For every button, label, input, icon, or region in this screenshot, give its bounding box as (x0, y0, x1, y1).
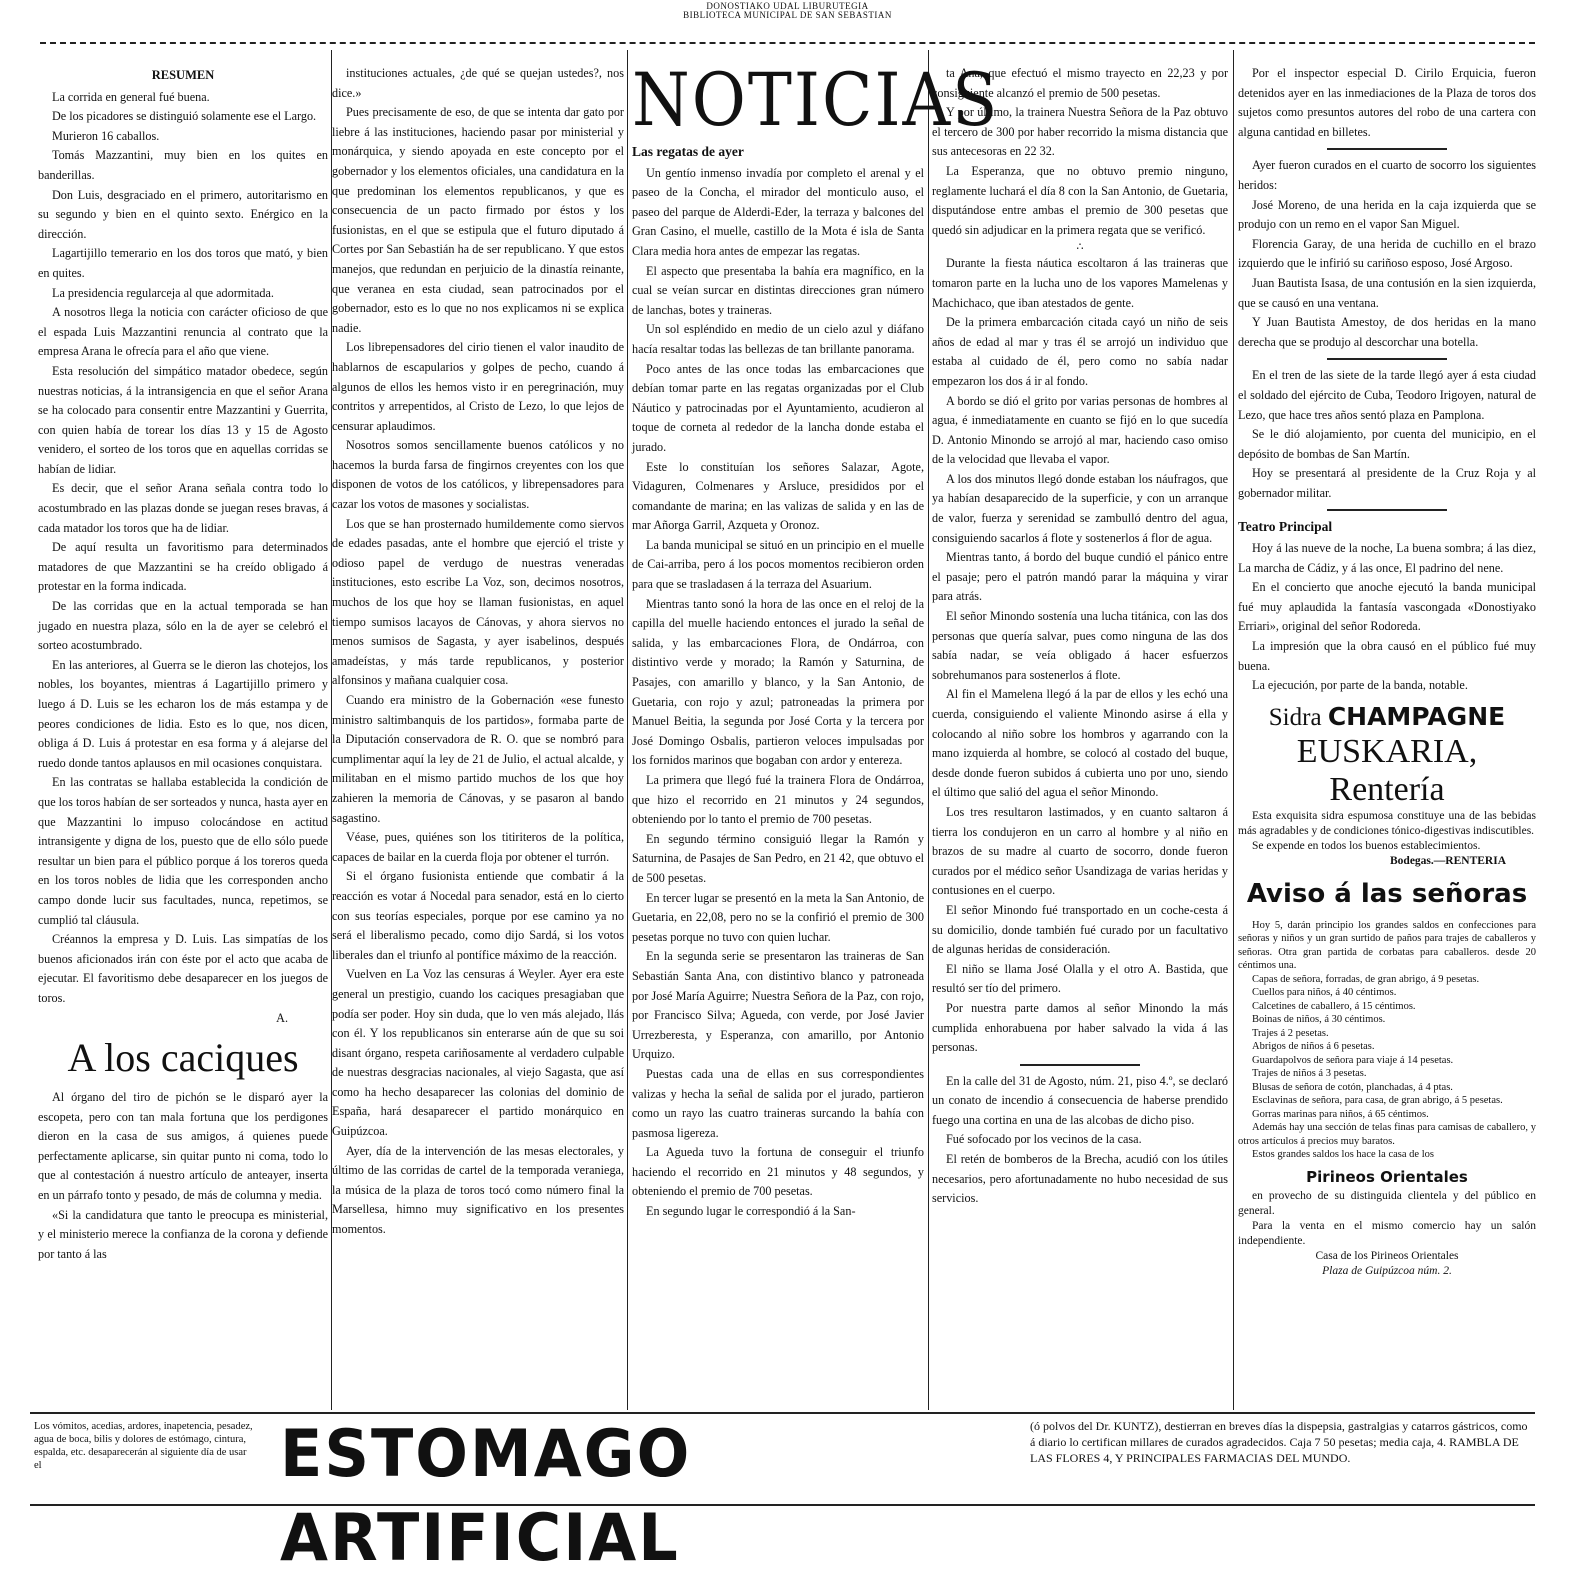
paragraph: Ayer, día de la intervención de las mesas electorales, y último de las corridas de cartel de la temporada veraniega, la música de la plaza de toros tocó como número final la Marsellesa, himno muy significativo en los presentes momentos. (332, 1143, 624, 1237)
ad-list-item: Capas de señora, forradas, de gran abrigo, á 9 pesetas. (1252, 973, 1480, 985)
paragraph: La corrida en general fué buena. (52, 89, 210, 104)
paragraph: Juan Bautista Isasa, de una contusión en la sien izquierda, que se causó en una ventana. (1238, 275, 1536, 310)
euskaria-brand: EUSKARIA, Rentería (1296, 732, 1478, 808)
teatro-text (1238, 539, 1536, 696)
library-stamp (0, 2, 1575, 20)
ad-list-item: Trajes á 2 pesetas. (1252, 1027, 1329, 1039)
ad-list-item: Trajes de niños á 3 pesetas. (1252, 1068, 1367, 1080)
paragraph: Y por último, la trainera Nuestra Señora de la Paz obtuvo el tercero de 300 por haber recorrido la misma distancia que sus antecesoras en 22 32. (932, 105, 1228, 159)
sidra-word: Sidra (1268, 703, 1322, 731)
ad-list-item: Gorras marinas para niños, á 65 céntimos. (1252, 1108, 1429, 1120)
paragraph: La presidencia regularceja al que adormitada. (52, 285, 274, 300)
ad-list-item: Blusas de señora de cotón, planchadas, á 4 ptas. (1252, 1081, 1453, 1093)
paragraph: Los tres resultaron lastimados, y en cuanto saltaron á tierra los condujeron en un carro al hombre y al niño en brazos de su madre al cuarto de socorro, donde fueron curados por el médico señor Usandizaga de varias heridas y contusiones en el cuerpo. (932, 804, 1228, 898)
column-3 (632, 58, 1000, 1409)
ad-list-item: Además hay una sección de telas finas para camisas de caballero, y otros artículos á precios muy baratos. (1238, 1122, 1536, 1147)
paragraph: En las contratas se hallaba establecida la condición de que los toros habían de ser sorteados y nunca, hasta ayer en que Mazzantini lo impuso colocándose en actitud intransigente y digna de los, puesto que de ello sólo puede resultar un bien para el público porque á los toreros queda en los toros nobles de lidia que les corresponden ancho campo donde lucir sus facultades, nunca, repetimos, se cumplió tal cláusula. (38, 775, 328, 927)
caciques-title: A los caciques (67, 1035, 299, 1081)
sidra-ad-text-2: Se expende en todos los buenos establecimientos. (1252, 839, 1481, 852)
paragraph: En la segunda serie se presentaron las traineras de San Sebastián Santa Ana, con distintivo blanco y patroneada por José María Aguirre; Nuestra Señora de la Paz, con rojo, por Francisco Silva; Agueda, con verde, por José Javier Urrezberesta, y Esperanza, con amarillo, por Antonio Urquizo. (632, 949, 924, 1062)
ad-left-text: Los vómitos, acedias, ardores, inapetencia, pesadez, agua de boca, bilis y dolores de estómago, cintura, espalda, etc. desaparecerán al siguiente día de usar el (34, 1421, 253, 1471)
column-4 (932, 64, 1228, 1409)
paragraph: Este lo constituían los señores Salazar, Agote, Vidaguren, Colmenares y Arsluce, presididos por el comandante de marina; en las valizas de salida y en las de mar Añorga Garril, Azqueta y Oronoz. (632, 459, 924, 533)
regatas-continued (932, 64, 1228, 240)
paragraph: La Esperanza, que no obtuvo premio ninguno, reglamente luchará el día 8 con la San Antonio, de Guetaria, disputándose entre ambas el premio de 300 pesetas que quedó sin adjudicar en la primera regata que se verificó. (932, 163, 1228, 237)
ad-right-text: (ó polvos del Dr. KUNTZ), destierran en breves días la dispepsia, gastralgias y catarros gástricos, como á diario lo certifican millares de curados agradecidos. Caja 7 50 pesetas; media caja, 4. RAMBLA DE LAS FLORES 4, Y PRINCIPALES FARMACIAS DEL MUNDO. (1030, 1419, 1528, 1465)
paragraph: Los librepensadores del cirio tienen el valor inaudito de hablarnos de escapularios y golpes de pecho, cuando á algunos de ellos les hemos visto ir en peregrinación, muy contritos y arrepentidos, al Cristo de Lezo, lo que lejos de censurar aplaudimos. (332, 340, 624, 433)
regatas-subhead: Las regatas de ayer (632, 144, 744, 159)
ad-headline: ESTOMAGO ARTIFICIAL (280, 1415, 692, 1576)
paragraph: Cuando era ministro de la Gobernación «ese funesto ministro saltimbanquis de los partidos», formaba parte de la Diputación conservadora de R. O. que se nombró para cumplimentar aquí la ley de 21 de Julio, el actual alcalde, y militaban en el mismo partido muchos de los que hoy zahieren la memoria de Cánovas, y se pasaron al bando sagastino. (332, 693, 624, 825)
paragraph: En segundo lugar le correspondió á la San- (646, 1204, 856, 1219)
paragraph: Don Luis, desgraciado en el primero, autoritarismo en su segundo y bien en el quinto sexto. Enérgico en la dirección. (38, 187, 328, 241)
paragraph: Hoy se presentará al presidente de la Cruz Roja y al gobernador militar. (1238, 466, 1536, 500)
paragraph: Mientras tanto, á bordo del buque cundió el pánico entre el pasaje; pero el patrón mandó parar la máquina y virar para atrás. (932, 550, 1228, 604)
paragraph: Se le dió alojamiento, por cuenta del municipio, en el depósito de bombas de San Martín. (1238, 427, 1536, 461)
paragraph: Véase, pues, quiénes son los titiriteros de la política, capaces de bailar en la cuerda floja por obtener el turrón. (332, 830, 624, 864)
paragraph: En segundo término consiguió llegar la Ramón y Saturnina, de Pasajes de San Pedro, en 21 42, que obtuvo el de 500 pesetas. (632, 831, 924, 885)
top-rule (40, 42, 1535, 44)
paragraph: A los dos minutos llegó donde estaban los náufragos, que ya habían desaparecido de la superficie, y con un arranque de valor, fuerza y serenidad se zambulló dentro del agua, consiguiendo sacarlos á flote y sostenerlos á flor de agua. (932, 471, 1228, 545)
paragraph: Un sol espléndido en medio de un cielo azul y diáfano hacía resaltar todas las bellezas de tan brillante panorama. (632, 322, 924, 356)
paragraph: Al fin el Mamelena llegó á la par de ellos y les echó una cuerda, consiguiendo el valiente Minondo asirse á ella y colocando al niño sobre los hombros y agarrando con la mano izquierda al hombre, se colocó al costado del buque, desde donde fueron subidos á cubierta uno por uno, siendo el último que salió del agua el señor Minondo. (932, 687, 1228, 800)
short-rule (1020, 1064, 1140, 1066)
caciques-continued (332, 64, 624, 1240)
paragraph: La ejecución, por parte de la banda, notable. (1252, 678, 1468, 693)
aviso-items (1238, 973, 1536, 1162)
injured-story (1238, 156, 1536, 352)
paragraph: En el tren de las siete de la tarde llegó ayer á esta ciudad el soldado del ejército de Cuba, Teodoro Irigoyen, natural de Lezo, que hace tres años sentó plaza en Pamplona. (1238, 368, 1536, 422)
pirineos-text-2: Para la venta en el mismo comercio hay un salón independiente. (1238, 1220, 1536, 1248)
bodegas-line: Bodegas.—RENTERIA (1390, 854, 1506, 867)
paragraph: Créannos la empresa y D. Luis. Las simpatías de los buenos aficionados irán con éste por el acto que acaba de ejecutar. El favoritismo debe desaparecer en los juegos de toros. (38, 932, 328, 1005)
paragraph: Mientras tanto sonó la hora de las once en el reloj de la capilla del muelle haciendo entonces el jurado la señal de salida, y las embarcaciones Flora, de Ondárroa, con distintivo verde y morado; la Ramón y Saturnina, de Pasajes, con amarillo y blanco, y la San Antonio, de Guetaria, con rojo y azul; patroneadas la primera por Manuel Beitia, la segunda por José Corta y la tercera por José Domingo Osbalis, partieron veloces impulsadas por los fornidos marinos que bogaban con ardor y entereza. (632, 596, 924, 768)
column-divider (1233, 50, 1234, 1410)
column-5 (1238, 64, 1536, 1409)
pirineos-title: Pirineos Orientales (1306, 1167, 1468, 1186)
noticias-title: NOTICIAS (632, 58, 1000, 143)
paragraph: Vuelven en La Voz las censuras á Weyler. Ayer era este general un prestigio, cuando los caciques presagiaban que podía ser poder. Hoy sin duda, que lo ven más alejado, llás con él. Y los republicanos sin enterarse aún de que su soi disant órgano, respeta cariñosamente al verdadero culpable de nuestras desgracias nacionales, al viejo Sagasta, que así como ha hecho desaparecer las colonias del dominio de España, hará desaparecer el partido monárquico en Guipúzcoa. (332, 967, 624, 1139)
soldier-story (1238, 366, 1536, 503)
paragraph: Nosotros somos sencillamente buenos católicos y no hacemos la burda farsa de fingirnos creyentes con los que disponen de votos de los católicos, y librepensadores para cazar los votos de masones y socialistas. (332, 438, 624, 512)
paragraph: Florencia Garay, de una herida de cuchillo en el brazo izquierdo que le infirió su cariñoso esposo, José Argoso. (1238, 236, 1536, 271)
paragraph: La Agueda tuvo la fortuna de conseguir el triunfo haciendo el recorrido en 21 minutos y 48 segundos, y obteniendo el premio de 700 pesetas. (632, 1145, 924, 1199)
paragraph: Fué sofocado por los vecinos de la casa. (946, 1132, 1142, 1147)
paragraph: Un gentío inmenso invadía por completo el arenal y el paseo de la Concha, el mirador del monticulo auso, el paseo del parque de Alderdi-Eder, la terraza y balcones del Gran Casino, el muelle, castillo de la Mota é isla de Santa Clara media hora antes de empezar las regatas. (632, 165, 924, 258)
pirineos-text: en provecho de su distinguida clientela y del público en general. (1238, 1190, 1536, 1218)
ad-list-item: Estos grandes saldos los hace la casa de los (1252, 1149, 1434, 1161)
aviso-intro: Hoy 5, darán principio los grandes saldos en confecciones para señoras y niños y un gran surtido de paños para trajes de caballeros y señoras. Otra gran partida de corbatas para caballeros. desde 20 céntimos una. (1238, 919, 1536, 972)
paragraph: Durante la fiesta náutica escoltaron á las traineras que tomaron parte en la lucha uno de los vapores Mamelenas y Machichaco, que iban atestados de gente. (932, 256, 1228, 310)
column-divider (928, 50, 929, 1410)
paragraph: Si el órgano fusionista entiende que combatir á la reacción es votar á Nocedal para senador, está en lo cierto con sus teorías especiales, porque por ese camino ya no será el liberalismo pecado, como dijo Sardá, si los votos liberales dan el triunfo al pontífice máximo de la reacción. (332, 869, 624, 962)
ad-list-item: Guardapolvos de señora para viaje á 14 pesetas. (1252, 1054, 1454, 1066)
paragraph: «Si la candidatura que tanto le preocupa es ministerial, y el ministerio merece la confianza de la corona y defiende por tanto á las (38, 1207, 328, 1261)
paragraph: Ayer fueron curados en el cuarto de socorro los siguientes heridos: (1238, 158, 1536, 192)
stamp-line-1: DONOSTIAKO UDAL LIBURUTEGIA (706, 1, 869, 11)
sidra-ad-title (1238, 702, 1536, 733)
champagne-word: CHAMPAGNE (1327, 701, 1506, 731)
signature: A. (276, 1010, 288, 1025)
plaza-line: Plaza de Guipúzcoa núm. 2. (1322, 1265, 1452, 1278)
paragraph: De la primera embarcación citada cayó un niño de seis años de edad al mar y tras él se arrojó un individuo que estaba al cuidado de él, pero como no sabía nadar empezaron los dos á ir al fondo. (932, 315, 1228, 388)
resumen-heading: RESUMEN (151, 68, 215, 82)
paragraph: ta Ana, que efectuó el mismo trayecto en 22,23 y por consiguiente alcanzó el premio de 500 pesetas. (932, 66, 1228, 100)
paragraph: José Moreno, de una herida en la caja izquierda que se produjo con un remo en el vapor San Miguel. (1238, 197, 1536, 232)
estomago-ad (30, 1412, 1535, 1576)
paragraph: En el concierto que anoche ejecutó la banda municipal fué muy aplaudida la fantasía vascongada «Donostiyako Erriari», original del señor Rodoreda. (1238, 580, 1536, 634)
paragraph: Los que se han prosternado humildemente como siervos de edades pasadas, ante el hombre que ejerció el triste y odioso papel de verdugo de nuestras veneradas instituciones, esto escribe La Voz, son, decimos nosotros, muchos de los que hoy se llaman fusionistas, en aquel tiempo sumisos lacayos de Cánovas, y ahora siervos no menos sumisos de Sagasta, y ayer isabelinos, después amadeístas, y más tarde republicanos, y posterior alfonsinos y mañana cualquier cosa. (332, 516, 624, 688)
paragraph: Por el inspector especial D. Cirilo Erquicia, fueron detenidos ayer en las inmediaciones de la Plaza de toros dos sujetos como presuntos autores del robo de una cartera con alguna cantidad en billetes. (1238, 66, 1536, 139)
aviso-title: Aviso á las señoras (1246, 878, 1528, 909)
casa-line: Casa de los Pirineos Orientales (1315, 1250, 1459, 1263)
paragraph: En las anteriores, al Guerra se le dieron las chotejos, los nobles, los boyantes, mientras á Lagartijillo primero y luego á D. Luis se les echaron los de más estampa y de peores condiciones de lidia. Esto es lo que, nos dicen, obliga á D. Luis á protestar en esa forma y á alejarse del ruedo donde tantos aplausos en mil ocasiones conquistara. (38, 657, 328, 770)
paragraph: Lagartijillo temerario en los dos toros que mató, y bien en quites. (38, 246, 328, 280)
fire-story (932, 1072, 1228, 1209)
paragraph: Al órgano del tiro de pichón se le disparó ayer la escopeta, pero con tan mala fortuna que los perdigones dieron en la casa de sus amigos, á quienes puede perfectamente aplicarse, sin quitar punto ni coma, todo lo que al contestación á nuestro artículo de anteayer, inserta en un párrafo tonto y pesado, de más de columna y media. (38, 1090, 328, 1203)
paragraph: En tercer lugar se presentó en la meta la San Antonio, de Guetaria, en 22,08, pero no se la confirió el premio de 300 pesetas porque no tuvo con quien luchar. (632, 890, 924, 944)
ad-list-item: Boinas de niños, á 30 céntimos. (1252, 1014, 1386, 1026)
ad-list-item: Cuellos para niños, á 40 céntimos. (1252, 987, 1397, 999)
column-1 (38, 64, 328, 1409)
paragraph: Pues precisamente de eso, de que se intenta dar gato por liebre á las instituciones, haciendo pasar por ministerial y monárquica, y siendo apoyada en este concepto por el gobernador y los elementos oficiales, una candidatura en la que predominan los elementos republicanos, y que es consecuencia de un pacto firmado por éstos y los fusionistas, en el que se estipula que el futuro diputado á Cortes por San Sebastián ha de ser republicano. Y que estos manejos, que redundan en perjuicio de la dinastía reinante, que veranea en esta ciudad, sean patrocinados por el gobernador, esto es lo que no nos explicamos ni se explica nadie. (332, 105, 624, 335)
paragraph: Por nuestra parte damos al señor Minondo la más cumplida enhorabuena por haber salvado la vida á las personas. (932, 1000, 1228, 1055)
resumen-text (38, 88, 328, 1009)
ad-list-item: Calcetines de caballero, á 15 céntimos. (1252, 1000, 1416, 1012)
regatas-text (632, 164, 924, 1222)
paragraph: De los picadores se distinguió solamente ese el Largo. (52, 109, 317, 124)
paragraph: instituciones actuales, ¿de qué se quejan ustedes?, nos dice.» (332, 66, 624, 100)
paragraph: A bordo se dió el grito por varias personas de hombres al agua, é inmediatamente en cuanto se fijó en lo que sucedía D. Antonio Minondo se arrojó al mar, haciendo caso omiso de la velocidad que llevaba el vapor. (932, 393, 1228, 467)
caciques-text (38, 1088, 328, 1264)
sidra-ad-text: Esta exquisita sidra espumosa constituye una de las bebidas más agradables y de condiciones tónico-digestivas indiscutibles. (1238, 809, 1536, 837)
paragraph: De aquí resulta un favoritismo para determinados matadores de que Mazzantini se ha creído obligado á protestar en la forma indicada. (38, 540, 328, 594)
paragraph: De las corridas que en la actual temporada se han jugado en nuestra plaza, sólo en la de ayer se celebró el sorteo acostumbrado. (38, 599, 328, 653)
paragraph: El niño se llama José Olalla y el otro A. Bastida, que resultó ser tío del primero. (932, 961, 1228, 996)
section-separator: ∴ (1076, 241, 1084, 254)
paragraph: Poco antes de las once todas las embarcaciones que debían tomar parte en las regatas organizadas por el Club Náutico y patrocinadas por el Ayuntamiento, acudieron al toque de corneta al rededor de la lancha donde estaba el jurado. (632, 361, 924, 454)
rescue-story (932, 254, 1228, 1057)
stamp-line-2: BIBLIOTECA MUNICIPAL DE SAN SEBASTIAN (683, 10, 892, 20)
ad-list-item: Esclavinas de señora, para casa, de gran abrigo, á 5 pesetas. (1252, 1095, 1503, 1107)
paragraph: El señor Minondo fué transportado en un coche-cesta á su domicilio, donde también fué curado por un facultativo de algunas heridas de consideración. (932, 902, 1228, 957)
paragraph: Es decir, que el señor Arana señala contra todo lo acostumbrado en las plazas donde se juegan reses bravas, á cada matador los toros que ha de lidiar. (38, 481, 328, 535)
short-rule (1327, 509, 1447, 511)
paragraph: Puestas cada una de ellas en sus correspondientes valizas y hecha la señal de salida por el jurado, partieron como un rayo las cuatro traineras surcando la bahía con pasmosa ligereza. (632, 1066, 924, 1140)
paragraph: El retén de bomberos de la Brecha, acudió con los útiles necesarios, pero afortunadamente no hubo necesidad de sus servicios. (932, 1152, 1228, 1206)
paragraph: Esta resolución del simpático matador obedece, según nuestras noticias, á la intransigencia en que el señor Arana se ha colocado para consentir entre Mazzantini y Guerrita, con quien había de torear los días 13 y 15 de Agosto venidero, el sorteo de los toros que en aquellas corridas se habían de lidiar. (38, 363, 328, 476)
paragraph: El aspecto que presentaba la bahía era magnífico, en la cual se veían surcar en distintas direcciones gran número de lanchas, botes y traineras. (632, 263, 924, 317)
paragraph: En la calle del 31 de Agosto, núm. 21, piso 4.º, se declaró un conato de incendio á consecuencia de haberse prendido fuego una cortina en una de las alcobas de dicho piso. (932, 1073, 1228, 1127)
paragraph: A nosotros llega la noticia con carácter oficioso de que el espada Luis Mazzantini renuncia al contrato que la empresa Arana le ofrecía para el año que viene. (38, 305, 328, 359)
paragraph: Y Juan Bautista Amestoy, de dos heridas en la mano derecha que se produjo al descorchar una botella. (1238, 315, 1536, 349)
paragraph: Tomás Mazzantini, muy bien en los quites en banderillas. (38, 148, 328, 182)
paragraph: La impresión que la obra causó en el público fué muy buena. (1238, 639, 1536, 673)
column-2 (332, 64, 624, 1409)
paragraph: La banda municipal se situó en un principio en el muelle de Cai-arriba, pero á los pocos momentos recibieron orden para que se trasladasen á la terraza del Asuarium. (632, 537, 924, 592)
paragraph: El señor Minondo sostenía una lucha titánica, con las dos personas que quería salvar, pues como ninguna de las dos sabía nadar, se veía obligado á hacer esfuerzos sobrehumanos para sostenerlos á flote. (932, 609, 1228, 682)
column-divider (627, 50, 628, 1410)
teatro-heading: Teatro Principal (1238, 519, 1333, 535)
short-rule (1327, 148, 1447, 150)
short-rule (1327, 358, 1447, 360)
ad-list-item: Abrigos de niños á 6 pesetas. (1252, 1041, 1375, 1053)
paragraph: Hoy á las nueve de la noche, La buena sombra; á las diez, La marcha de Cádiz, y á las once, El padrino del nene. (1238, 541, 1536, 575)
paragraph: La primera que llegó fué la trainera Flora de Ondárroa, que hizo el recorrido en 21 minutos y 24 segundos, obteniendo por lo tanto el premio de 700 pesetas. (632, 773, 924, 827)
arrest-story (1238, 64, 1536, 142)
paragraph: Murieron 16 caballos. (52, 128, 160, 143)
